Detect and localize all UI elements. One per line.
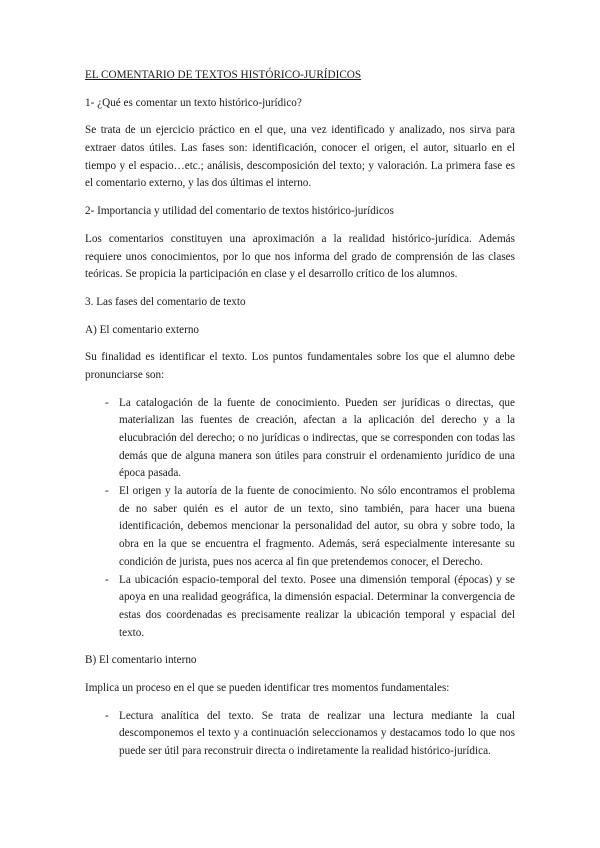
list-item: [85, 572, 515, 643]
list-item-text: El origen y la autoría de la fuente de conocimiento. No sólo encontramos el problema de no saber quién es el autor de un texto, sino también, para hacer una buena identificación, debemos mencionar la personalidad del autor, su obra y sobre todo, la obra en la que se encuentra el fragmento. Además, será especialmente interesante su condición de jurista, pues nos acerca al fin que pretendemos conocer, el Derecho.: [119, 485, 515, 568]
section-b-paragraph: Implica un proceso en el que se pueden identificar tres momentos fundamentales:: [85, 681, 450, 694]
section-a-heading: A) El comentario externo: [85, 323, 200, 336]
bullet-dash: -: [105, 485, 109, 498]
bullet-dash: -: [105, 396, 109, 409]
section-a-list: [85, 395, 515, 643]
section-b-heading: B) El comentario interno: [85, 654, 197, 667]
list-item: [85, 483, 515, 571]
section-b-list: [85, 708, 515, 761]
list-item: [85, 708, 515, 761]
document-title: EL COMENTARIO DE TEXTOS HISTÓRICO-JURÍDICOS: [85, 69, 362, 81]
list-item: [85, 395, 515, 483]
section-2-paragraph: Los comentarios constituyen una aproximación a la realidad histórico-jurídica. Además requiere unos conocimientos, por lo que nos informa del grado de comprensión de las clases teóricas. Se propicia la participación en clase y el desarrollo crítico de los alumnos.: [85, 232, 515, 281]
list-item-text: Lectura analítica del texto. Se trata de realizar una lectura mediante la cual descomponemos el texto y a continuación seleccionamos y destacamos todo lo que nos puede ser útil para reconstruir directa o indiretamente la realidad histórico-jurídica.: [119, 709, 515, 757]
bullet-dash: -: [105, 709, 109, 722]
list-item-text: La catalogación de la fuente de conocimiento. Pueden ser jurídicas o directas, que materializan las fuentes de creación, afectan a la aplicación del derecho y a la elucubración del derecho; o no jurídicas o indirectas, que se corresponden con todas las demás que de alguna manera son útiles para construir el ordenamiento jurídico de una época pasada.: [119, 396, 515, 480]
section-1-paragraph: Se trata de un ejercicio práctico en el que, una vez identificado y analizado, nos sirva para extraer datos útiles. Las fases son: identificación, conocer el origen, el autor, situarlo en el tiempo y el espacio…etc.; análisis, descomposición del texto; y valoración. La primera fase es el comentario externo, y las dos últimas el interno.: [85, 124, 515, 190]
section-a-paragraph: Su finalidad es identificar el texto. Los puntos fundamentales sobre los que el alumno debe pronunciarse son:: [85, 351, 515, 381]
section-3-heading: 3. Las fases del comentario de texto: [85, 295, 246, 308]
bullet-dash: -: [105, 573, 109, 586]
section-1-heading: 1- ¿Qué es comentar un texto histórico-jurídico?: [85, 96, 302, 109]
section-2-heading: 2- Importancia y utilidad del comentario de textos histórico-jurídicos: [85, 205, 394, 218]
list-item-text: La ubicación espacio-temporal del texto. Posee una dimensión temporal (épocas) y se apoya en una realidad geográfica, la dimensión espacial. Determinar la convergencia de estas dos coordenadas es precisamente realizar la ubicación temporal y espacial del texto.: [119, 573, 515, 639]
